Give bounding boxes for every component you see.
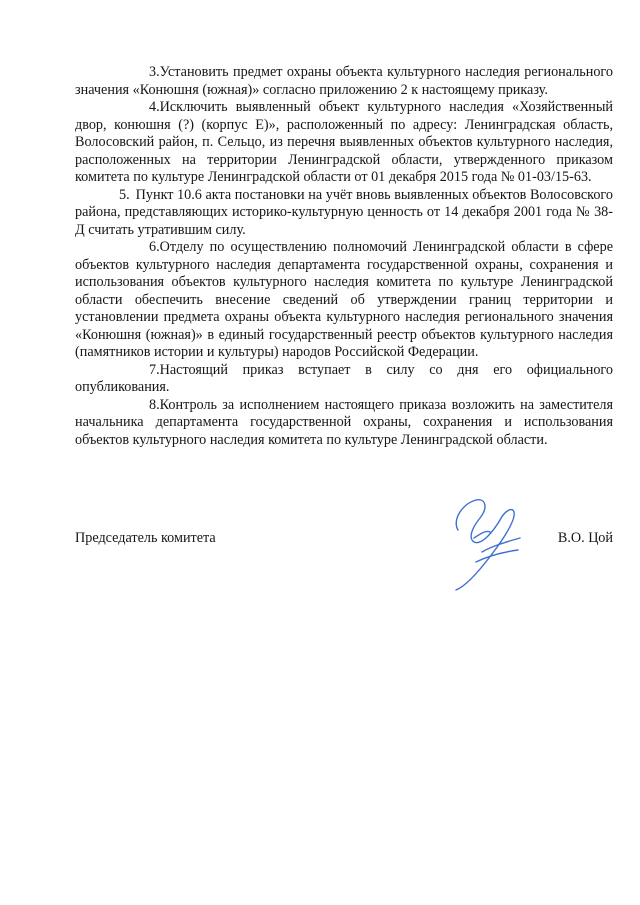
signature-block [75, 530, 613, 550]
paragraph-3 [75, 64, 613, 99]
paragraph-number: 8. [149, 396, 160, 413]
signer-name: В.О. Цой [557, 530, 613, 546]
paragraph-text: Исключить выявленный объект культурного наследия «Хозяйственный двор, конюшня (?) (корпус Е)», расположенный по адресу: Ленинградская область, Волосовский район, п. Сельцо, из перечня выявленных объектов культурного наследия, расположенных на территории Ленинградской области, утвержденного приказом комитета по культуре Ленинградской области от 01 декабря 2015 года № 01-03/15-63. [75, 99, 613, 185]
paragraph-6 [75, 239, 613, 362]
paragraph-text: Контроль за исполнением настоящего приказа возложить на заместителя начальника департамента государственной охраны, сохранения и использования объектов культурного наследия комитета по культуре Ленинградской области. [75, 396, 613, 448]
document-body [75, 64, 613, 449]
paragraph-number: 5. [119, 186, 130, 203]
paragraph-text: Отделу по осуществлению полномочий Ленинградской области в сфере объектов культурного наследия департамента государственной охраны, сохранения и использования объектов культурного наследия комитета по культуре Ленинградской области обеспечить внесение сведений об утверждении границ территории и установлении предмета охраны объекта культурного наследия регионального значения «Конюшня (южная)» в единый государственный реестр объектов культурного наследия (памятников истории и культуры) народов Российской Федерации. [75, 239, 613, 360]
paragraph-4 [75, 99, 613, 187]
paragraph-number: 3. [149, 64, 160, 80]
paragraph-7 [75, 362, 613, 397]
paragraph-number: 7. [149, 361, 160, 378]
paragraph-text: Настоящий приказ вступает в силу со дня его официального опубликования. [75, 361, 613, 395]
paragraph-text: Установить предмет охраны объекта культурного наследия регионального значения «Конюшня (южная)» согласно приложению 2 к настоящему приказу. [75, 64, 613, 98]
signer-title: Председатель комитета [75, 530, 216, 546]
paragraph-number: 6. [149, 239, 160, 255]
paragraph-number: 4. [149, 99, 160, 115]
paragraph-5 [75, 187, 613, 240]
paragraph-8 [75, 397, 613, 450]
paragraph-text: Пункт 10.6 акта постановки на учёт вновь выявленных объектов Волосовского района, представляющих историко-культурную ценность от 14 декабря 2001 года № 38-Д считать утратившим силу. [75, 186, 613, 238]
